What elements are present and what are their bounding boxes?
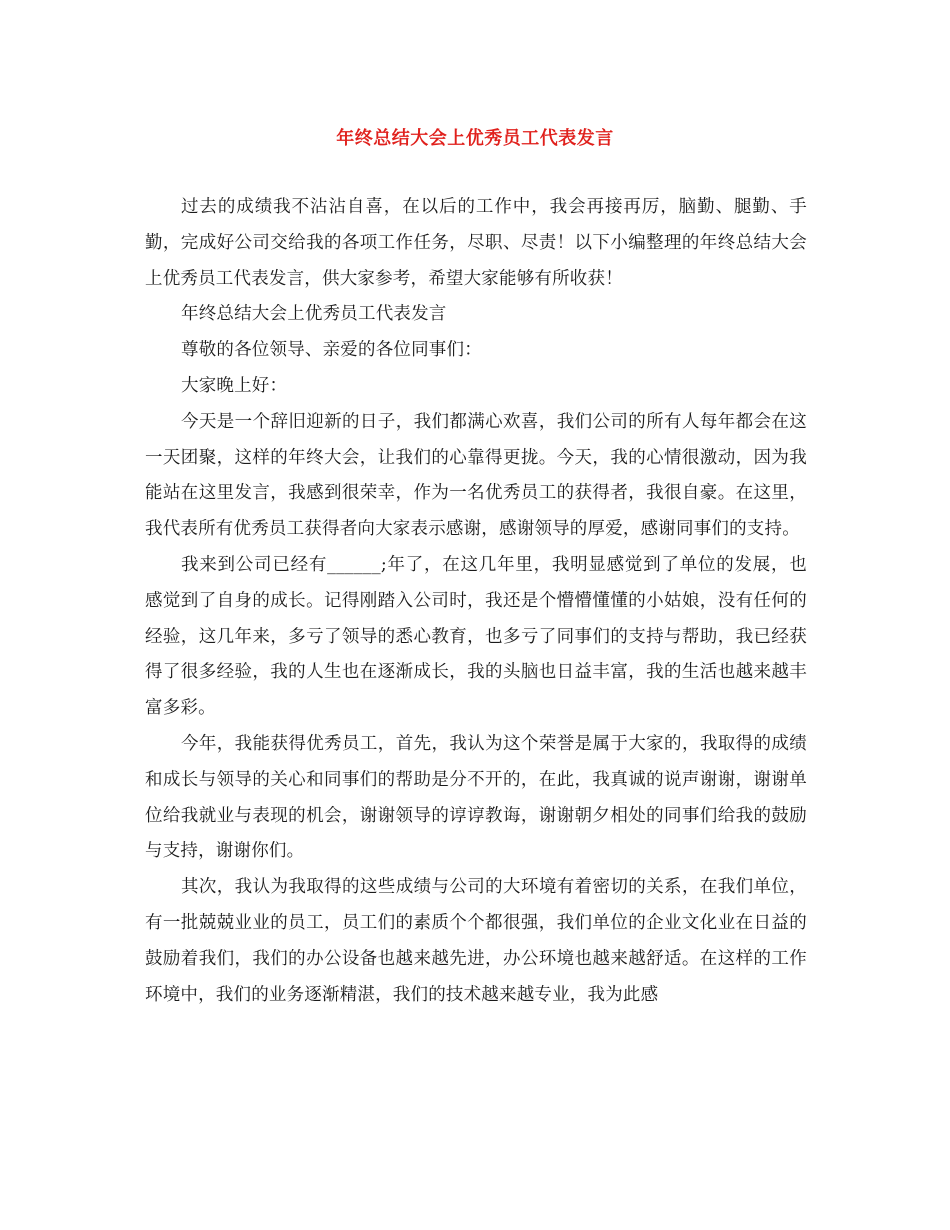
paragraph-greeting: 大家晚上好： (181, 375, 288, 396)
paragraph-opening: 今天是一个辞旧迎新的日子，我们都满心欢喜，我们公司的所有人每年都会在这一天团聚，这样的年终大会，让我们的心靠得更拢。今天，我的心情很激动，因为我能站在这里发言，我感到很荣幸，作为一名优秀员工的获得者，我很自豪。在这里，我代表所有优秀员工获得者向大家表示感谢，感谢领导的厚爱，感谢同事们的支持。 (145, 411, 807, 540)
paragraph-environment: 其次，我认为我取得的这些成绩与公司的大环境有着密切的关系，在我们单位，有一批兢兢业业的员工，员工们的素质个个都很强，我们单位的企业文化业在日益的鼓励着我们，我们的办公设备也越来越先进，办公环境也越来越舒适。在这样的工作环境中，我们的业务逐渐精湛，我们的技术越来越专业，我为此感 (145, 877, 807, 1005)
paragraph-intro: 过去的成绩我不沾沾自喜，在以后的工作中，我会再接再厉，脑勤、腿勤、手勤，完成好公司交给我的各项工作任务，尽职、尽责！以下小编整理的年终总结大会上优秀员工代表发言，供大家参考，希望大家能够有所收获！ (145, 197, 807, 289)
document-title: 年终总结大会上优秀员工代表发言 (336, 128, 614, 149)
paragraph-salutation: 尊敬的各位领导、亲爱的各位同事们： (181, 340, 482, 361)
document-body (145, 190, 807, 1013)
paragraph-speech-heading: 年终总结大会上优秀员工代表发言 (181, 304, 447, 325)
paragraph-thanks: 今年，我能获得优秀员工，首先，我认为这个荣誉是属于大家的，我取得的成绩和成长与领导的关心和同事们的帮助是分不开的，在此，我真诚的说声谢谢，谢谢单位给我就业与表现的机会，谢谢领导的谆谆教诲，谢谢朝夕相处的同事们给我的鼓励与支持，谢谢你们。 (145, 733, 807, 862)
paragraph-experience: 我来到公司已经有______;年了，在这几年里，我明显感觉到了单位的发展，也感觉到了自身的成长。记得刚踏入公司时，我还是个懵懵懂懂的小姑娘，没有任何的经验，这几年来，多亏了领导的悉心教育，也多亏了同事们的支持与帮助，我已经获得了很多经验，我的人生也在逐渐成长，我的头脑也日益丰富，我的生活也越来越丰富多彩。 (145, 554, 807, 719)
